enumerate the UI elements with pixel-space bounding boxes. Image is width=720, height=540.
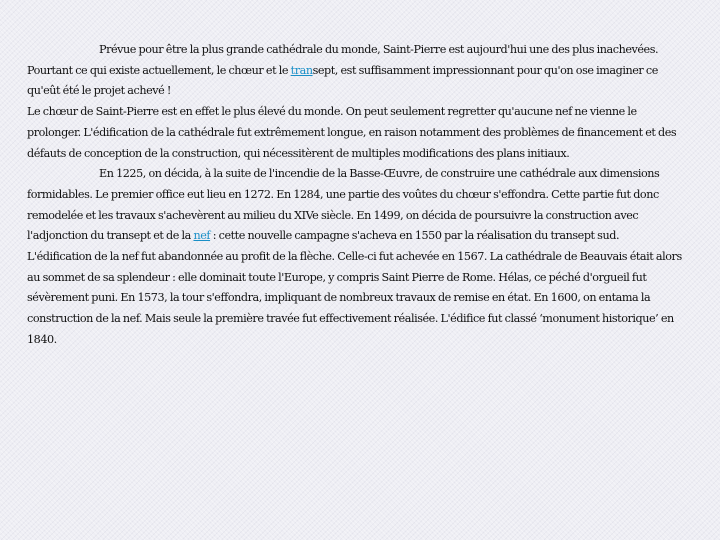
paragraph-3-text-a: En 1225, on décida, à la suite de l'incendie de la Basse-Œuvre, de construire une cathédrale aux dimensions formidables. Le premier office eut lieu en 1272. En 1284, une partie des voûtes du chœur s'effondra. Cette partie fut donc remodelée et les travaux s'achevèrent au milieu du XIVe siècle. En 1499, on décida de poursuivre la construction avec l'adjonction du transept et de la <box>27 167 660 243</box>
paragraph-1-text-b: sept, est suffisamment impressionnant pour qu'on ose imaginer ce qu'eût été le projet achevé ! <box>27 63 658 98</box>
paragraph-1 <box>27 40 692 102</box>
text-body <box>27 40 692 351</box>
transept-link[interactable]: tran <box>290 63 313 77</box>
paragraph-2: Le chœur de Saint-Pierre est en effet le plus élevé du monde. On peut seulement regretter qu'aucune nef ne vienne le prolonger. L'édification de la cathédrale fut extrêmement longue, en raison notamment des problèmes de financement et des défauts de conception de la construction, qui nécessitèrent de multiples modifications des plans initiaux. <box>27 105 677 160</box>
paragraph-3-text-b: : cette nouvelle campagne s'acheva en 1550 par la réalisation du transept sud. <box>210 229 620 243</box>
paragraph-4: L'édification de la nef fut abandonnée au profit de la flèche. Celle-ci fut achevée en 1567. La cathédrale de Beauvais était alors au sommet de sa splendeur : elle dominait toute l'Europe, y compris Saint Pierre de Rome. Hélas, ce péché d'orgueil fut sévèrement puni. En 1573, la tour s'effondra, impliquant de nombreux travaux de remise en état. En 1600, on entama la construction de la nef. Mais seule la première travée fut effectivement réalisée. L'édifice fut classé ‘monument historique’ en 1840. <box>27 250 682 346</box>
paragraph-3 <box>27 164 692 247</box>
nef-link[interactable]: nef <box>193 229 211 243</box>
paragraph-1-text-a: Prévue pour être la plus grande cathédrale du monde, Saint-Pierre est aujourd'hui une des plus inachevées. Pourtant ce qui existe actuellement, le chœur et le <box>27 43 659 77</box>
